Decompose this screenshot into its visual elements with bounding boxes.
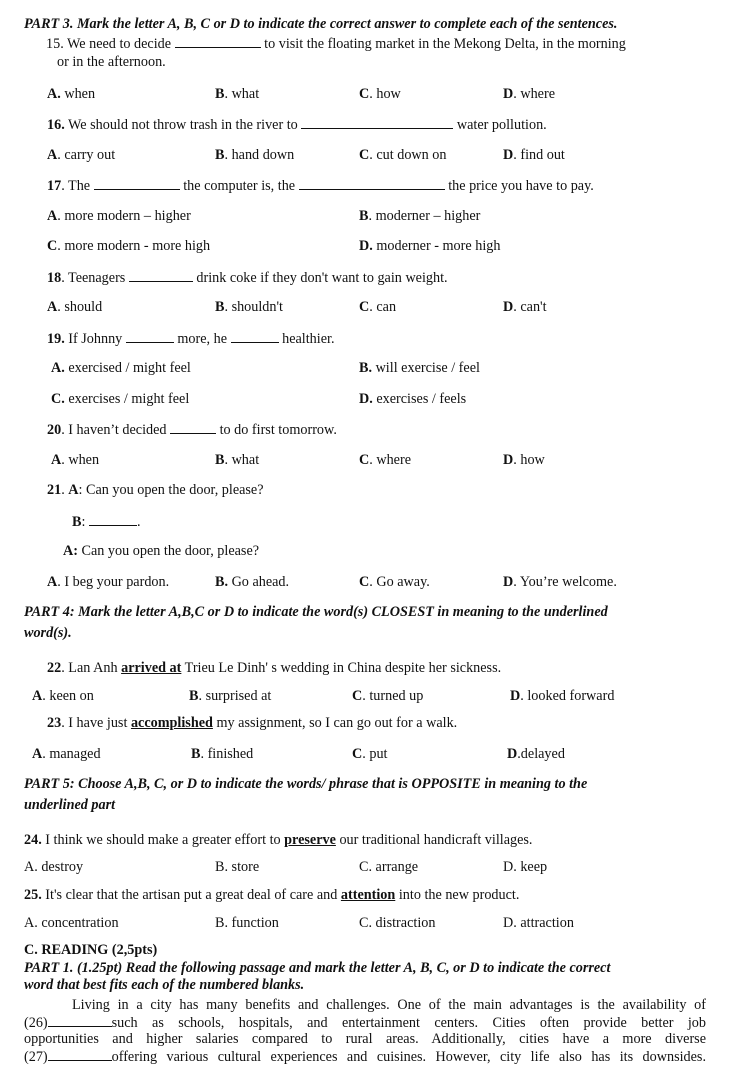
- underlined-word: arrived at: [121, 660, 182, 676]
- question-25: 25. It's clear that the artisan put a great deal of care and attention into the new product.: [24, 887, 520, 903]
- underlined-word: accomplished: [130, 715, 213, 731]
- option-b[interactable]: B. what: [215, 452, 260, 468]
- question-17: 17. The the computer is, the the price you have to pay.: [47, 178, 594, 194]
- question-number: 19.: [47, 331, 65, 347]
- option-d[interactable]: D. moderner - more high: [359, 238, 501, 254]
- question-number: 23: [47, 715, 62, 731]
- option-a[interactable]: A. when: [47, 86, 96, 102]
- option-b[interactable]: B. shouldn't: [215, 299, 283, 315]
- option-d[interactable]: D. attraction: [503, 915, 574, 931]
- question-16: 16. We should not throw trash in the river to water pollution.: [47, 117, 547, 133]
- underlined-word: attention: [340, 887, 396, 903]
- question-number: 21: [47, 482, 62, 498]
- part5-heading: PART 5: Choose A,B, C, or D to indicate the words/ phrase that is OPPOSITE in meaning to the: [24, 776, 588, 792]
- option-b[interactable]: B. what: [215, 86, 260, 102]
- option-d[interactable]: D. keep: [503, 859, 548, 875]
- part3-heading: PART 3. Mark the letter A, B, C or D to indicate the correct answer to complete each of the sentences.: [24, 16, 618, 32]
- question-number: 15: [46, 36, 61, 52]
- part4-heading: PART 4: Mark the letter A,B,C or D to indicate the word(s) CLOSEST in meaning to the underlined: [24, 604, 608, 620]
- option-d[interactable]: D. how: [503, 452, 545, 468]
- passage-line-3: opportunities and higher salaries compared to rural areas. Additionally, cities have a more diverse: [24, 1031, 706, 1047]
- option-b[interactable]: B. will exercise / feel: [359, 360, 480, 376]
- passage-line-2: (26) such as schools, hospitals, and entertainment centers. Cities often provide better job: [24, 1015, 706, 1031]
- option-c[interactable]: C. how: [359, 86, 401, 102]
- option-c[interactable]: C. turned up: [352, 688, 424, 704]
- passage-line-1: Living in a city has many benefits and challenges. One of the main advantages is the availability of: [72, 997, 706, 1013]
- question-20: 20. I haven’t decided to do first tomorrow.: [47, 422, 337, 438]
- option-c[interactable]: C. Go away.: [359, 574, 430, 590]
- option-b[interactable]: B. surprised at: [189, 688, 272, 704]
- question-19: 19. If Johnny more, he healthier.: [47, 331, 335, 347]
- option-c[interactable]: C. exercises / might feel: [51, 391, 190, 407]
- option-b[interactable]: B. finished: [191, 746, 254, 762]
- reading-title: C. READING (2,5pts): [24, 942, 158, 958]
- option-c[interactable]: C. put: [352, 746, 388, 762]
- answer-blank-27[interactable]: [48, 1048, 112, 1061]
- option-d[interactable]: D. looked forward: [510, 688, 615, 704]
- option-a[interactable]: A. more modern – higher: [47, 208, 191, 224]
- question-24: 24. I think we should make a greater effort to preserve our traditional handicraft villages.: [24, 832, 533, 848]
- option-d[interactable]: D. can't: [503, 299, 547, 315]
- option-b[interactable]: B. Go ahead.: [215, 574, 290, 590]
- answer-blank[interactable]: [301, 116, 453, 129]
- option-a[interactable]: A. should: [47, 299, 103, 315]
- answer-blank[interactable]: [175, 35, 261, 48]
- question-21: 21. A: Can you open the door, please?: [47, 482, 264, 498]
- option-c[interactable]: C. more modern - more high: [47, 238, 211, 254]
- option-a[interactable]: A. concentration: [24, 915, 119, 931]
- option-a[interactable]: A. carry out: [47, 147, 116, 163]
- question-23: 23. I have just accomplished my assignment, so I can go out for a walk.: [47, 715, 458, 731]
- answer-blank[interactable]: [126, 330, 174, 343]
- option-d[interactable]: D. exercises / feels: [359, 391, 467, 407]
- option-a[interactable]: A. managed: [32, 746, 101, 762]
- option-b[interactable]: B. hand down: [215, 147, 295, 163]
- option-c[interactable]: C. where: [359, 452, 412, 468]
- option-a[interactable]: A. when: [51, 452, 100, 468]
- option-c[interactable]: C. distraction: [359, 915, 436, 931]
- option-c[interactable]: C. arrange: [359, 859, 419, 875]
- option-d[interactable]: D. You’re welcome.: [503, 574, 617, 590]
- dialogue-a: A: Can you open the door, please?: [63, 543, 260, 559]
- question-15-continued: or in the afternoon.: [57, 54, 166, 70]
- question-22: 22. Lan Anh arrived at Trieu Le Dinh' s wedding in China despite her sickness.: [47, 660, 502, 676]
- part4-heading-continued: word(s).: [24, 625, 72, 641]
- passage-line-4: (27) offering various cultural experiences and cuisines. However, city life also has its downsides.: [24, 1049, 706, 1065]
- answer-blank[interactable]: [129, 269, 193, 282]
- answer-blank[interactable]: [94, 177, 180, 190]
- option-d[interactable]: D.delayed: [507, 746, 565, 762]
- option-c[interactable]: C. cut down on: [359, 147, 447, 163]
- question-15: 15. We need to decide to visit the floating market in the Mekong Delta, in the morning: [46, 36, 626, 52]
- option-c[interactable]: C. can: [359, 299, 397, 315]
- question-number: 20: [47, 422, 62, 438]
- underlined-word: preserve: [284, 832, 336, 848]
- question-number: 25.: [24, 887, 42, 903]
- option-b[interactable]: B. moderner – higher: [359, 208, 481, 224]
- answer-blank[interactable]: [170, 421, 216, 434]
- option-a[interactable]: A. keen on: [32, 688, 94, 704]
- question-number: 17: [47, 178, 62, 194]
- option-a[interactable]: A. I beg your pardon.: [47, 574, 170, 590]
- dialogue-b: B: .: [72, 514, 141, 530]
- option-a[interactable]: A. destroy: [24, 859, 84, 875]
- question-number: 18: [47, 270, 62, 286]
- question-18: 18. Teenagers drink coke if they don't want to gain weight.: [47, 270, 448, 286]
- option-d[interactable]: D. find out: [503, 147, 565, 163]
- option-a[interactable]: A. exercised / might feel: [51, 360, 191, 376]
- question-number: 22: [47, 660, 62, 676]
- answer-blank[interactable]: [231, 330, 279, 343]
- answer-blank[interactable]: [299, 177, 445, 190]
- answer-blank[interactable]: [89, 513, 137, 526]
- question-number: 16.: [47, 117, 65, 133]
- question-number: 24.: [24, 832, 42, 848]
- option-b[interactable]: B. function: [215, 915, 279, 931]
- reading-part1-heading: PART 1. (1.25pt) Read the following passage and mark the letter A, B, C, or D to indicate the correct: [24, 960, 611, 976]
- reading-part1-heading-continued: word that best fits each of the numbered blanks.: [24, 977, 305, 993]
- option-b[interactable]: B. store: [215, 859, 260, 875]
- part5-heading-continued: underlined part: [24, 797, 116, 813]
- answer-blank-26[interactable]: [48, 1014, 112, 1027]
- option-d[interactable]: D. where: [503, 86, 556, 102]
